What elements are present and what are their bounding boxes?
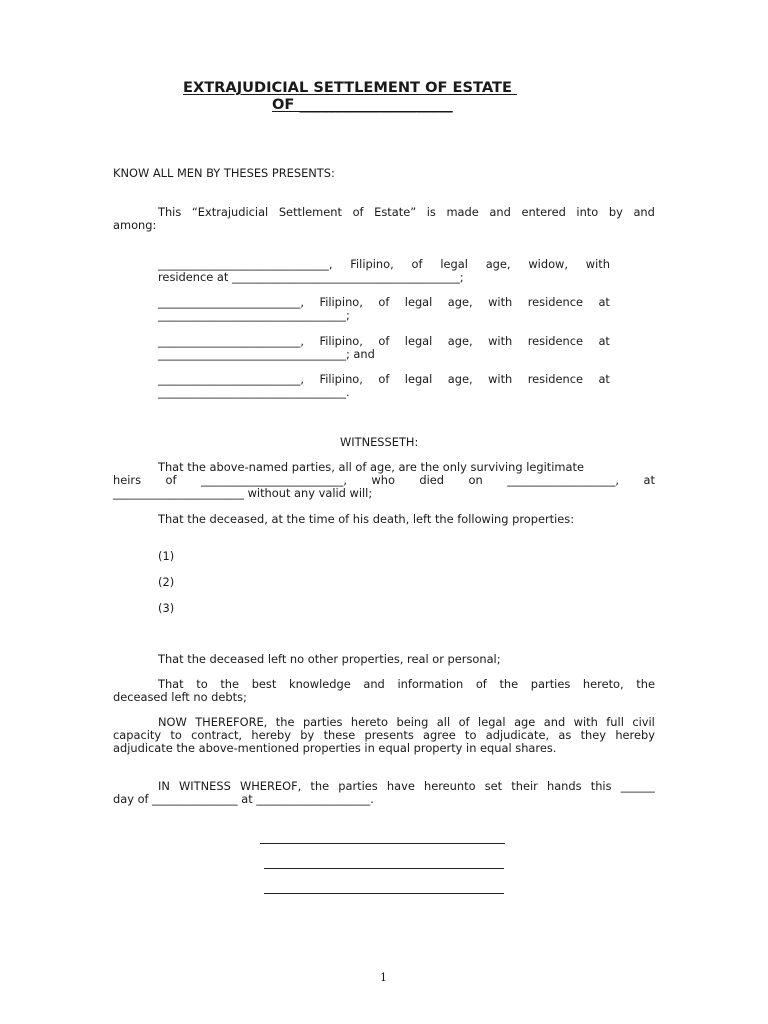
no-debts-word: of <box>475 677 487 691</box>
party-3-word: with <box>488 334 513 348</box>
now-therefore-word: with <box>573 715 598 729</box>
party-4-word: of <box>378 372 390 386</box>
preamble-word: Settlement <box>278 205 342 219</box>
heirs-word: _________________________, <box>200 473 347 487</box>
party-3-word: _________________________, <box>158 334 305 348</box>
now-therefore-word: capacity <box>113 728 162 742</box>
preamble-word: into <box>576 205 599 219</box>
party-1-word: age, <box>485 257 511 271</box>
party-4-word: _________________________, <box>158 372 305 386</box>
party-2-word: with <box>488 295 513 309</box>
witness-whereof-word: WHEREOF, <box>239 779 302 793</box>
party-1-word: Filipino, <box>350 257 394 271</box>
preamble-word: made <box>446 205 479 219</box>
party-4-line2: _________________________________. <box>158 385 350 399</box>
property-item-2: (2) <box>158 575 175 589</box>
now-therefore-line3: adjudicate the above-mentioned properties in equal property in equal shares. <box>113 741 557 755</box>
no-debts-word: hereto, <box>582 677 624 691</box>
party-2-word: _________________________, <box>158 295 305 309</box>
party-3-word: Filipino, <box>319 334 363 348</box>
no-debts-word: the <box>499 677 519 691</box>
now-therefore-word: all <box>436 715 451 729</box>
no-debts-word: best <box>251 677 277 691</box>
signature-line-2 <box>264 868 504 869</box>
intro-text: KNOW ALL MEN BY THESES PRESENTS: <box>113 166 335 180</box>
preamble-word: by <box>608 205 623 219</box>
witness-whereof-word: hereunto <box>424 779 476 793</box>
heirs-word: heirs <box>113 473 142 487</box>
no-debts-word: the <box>636 677 655 691</box>
party-4-word: with <box>488 372 513 386</box>
no-debts-word: parties <box>530 677 571 691</box>
party-3-word: of <box>378 334 390 348</box>
page-number: 1 <box>380 971 387 984</box>
now-therefore-word: being <box>396 715 429 729</box>
signature-line-3 <box>264 893 504 894</box>
party-4-word: at <box>598 372 610 386</box>
party-3-line2: _________________________________; and <box>158 347 375 361</box>
party-2-word: at <box>598 295 610 309</box>
preamble-line1 <box>158 206 655 219</box>
heirs-line1: That the above-named parties, all of age, are the only surviving legitimate <box>158 460 584 474</box>
party-1-word: with <box>585 257 610 271</box>
now-therefore-word: to <box>170 728 182 742</box>
witness-whereof-word: this <box>590 779 612 793</box>
party-1-word: of <box>411 257 423 271</box>
now-therefore-word: presents <box>364 728 414 742</box>
now-therefore-word: by <box>300 728 315 742</box>
now-therefore-word: hereby <box>615 728 655 742</box>
witness-whereof-word: have <box>386 779 415 793</box>
property-item-3: (3) <box>158 601 175 615</box>
party-1-word: widow, <box>528 257 568 271</box>
preamble-word: This <box>158 205 182 219</box>
party-2-line2: _________________________________; <box>158 308 350 322</box>
now-therefore-word: hereby <box>251 728 291 742</box>
now-therefore-word: of <box>458 715 470 729</box>
preamble-word: Estate” <box>374 205 417 219</box>
preamble-word: of <box>352 205 364 219</box>
now-therefore-word: these <box>323 728 356 742</box>
heirs-word: who <box>371 473 395 487</box>
preamble-word: is <box>426 205 436 219</box>
witnesseth-heading: WITNESSETH: <box>340 435 419 449</box>
preamble-line2: among: <box>113 218 157 232</box>
now-therefore-word: to <box>465 728 477 742</box>
heirs-line3: _______________________ without any valid will; <box>113 486 373 500</box>
party-4-word: Filipino, <box>319 372 363 386</box>
now-therefore-word: THEREFORE, <box>195 715 268 729</box>
now-therefore-word: and <box>543 715 566 729</box>
now-therefore-word: parties <box>302 715 343 729</box>
witness-whereof-word: ______ <box>620 779 655 793</box>
now-therefore-word: they <box>580 728 607 742</box>
document-title-of: OF _____________________ <box>272 96 453 113</box>
party-4-word: age, <box>447 372 473 386</box>
now-therefore-word: age <box>514 715 536 729</box>
preamble-word: and <box>489 205 511 219</box>
preamble-word: and <box>633 205 655 219</box>
heirs-word: ___________________, <box>507 473 620 487</box>
now-therefore-word: full <box>606 715 624 729</box>
party-2-word: residence <box>527 295 583 309</box>
party-1-word: ______________________________, <box>158 257 333 271</box>
no-other-properties-text: That the deceased left no other properties, real or personal; <box>158 652 501 666</box>
now-therefore-word: legal <box>478 715 506 729</box>
signature-line-1 <box>260 843 505 844</box>
now-therefore-word: adjudicate, <box>485 728 550 742</box>
now-therefore-word: contract, <box>191 728 243 742</box>
property-item-1: (1) <box>158 549 175 563</box>
heirs-word: of <box>165 473 177 487</box>
party-2-word: Filipino, <box>319 295 363 309</box>
now-therefore-word: as <box>558 728 572 742</box>
witness-whereof-word: hands <box>546 779 582 793</box>
now-therefore-word: NOW <box>158 715 187 729</box>
party-1-line2: residence at ________________________________________; <box>158 270 464 284</box>
no-debts-word: to <box>196 677 208 691</box>
no-debts-word: and <box>363 677 385 691</box>
no-debts-word: the <box>220 677 240 691</box>
witness-whereof-word: set <box>484 779 503 793</box>
deceased-properties-text: That the deceased, at the time of his death, left the following properties: <box>158 512 575 526</box>
now-therefore-word: civil <box>632 715 655 729</box>
no-debts-word: knowledge <box>288 677 351 691</box>
party-2-word: legal <box>404 295 433 309</box>
preamble-word: entered <box>521 205 566 219</box>
witness-whereof-word: the <box>310 779 330 793</box>
witness-whereof-word: their <box>511 779 538 793</box>
now-therefore-word: agree <box>423 728 456 742</box>
no-debts-word: That <box>158 677 184 691</box>
heirs-word: at <box>643 473 655 487</box>
party-3-word: residence <box>527 334 583 348</box>
party-2-word: of <box>378 295 390 309</box>
party-3-word: at <box>598 334 610 348</box>
heirs-word: died <box>419 473 445 487</box>
now-therefore-word: the <box>275 715 295 729</box>
party-4-word: residence <box>527 372 583 386</box>
witness-whereof-word: WITNESS <box>179 779 231 793</box>
document-title: EXTRAJUDICIAL SETTLEMENT OF ESTATE <box>183 79 518 96</box>
preamble-word: “Extrajudicial <box>191 205 269 219</box>
party-4-word: legal <box>404 372 433 386</box>
party-1-word: legal <box>440 257 468 271</box>
now-therefore-word: hereto <box>350 715 388 729</box>
no-debts-word: information <box>397 677 464 691</box>
witness-whereof-word: parties <box>338 779 378 793</box>
no-debts-line2: deceased left no debts; <box>113 690 247 704</box>
party-3-word: age, <box>447 334 473 348</box>
witness-whereof-line2: day of _______________ at ____________________. <box>113 792 374 806</box>
heirs-word: on <box>468 473 483 487</box>
party-3-word: legal <box>404 334 433 348</box>
party-2-word: age, <box>447 295 473 309</box>
witness-whereof-word: IN <box>158 779 170 793</box>
